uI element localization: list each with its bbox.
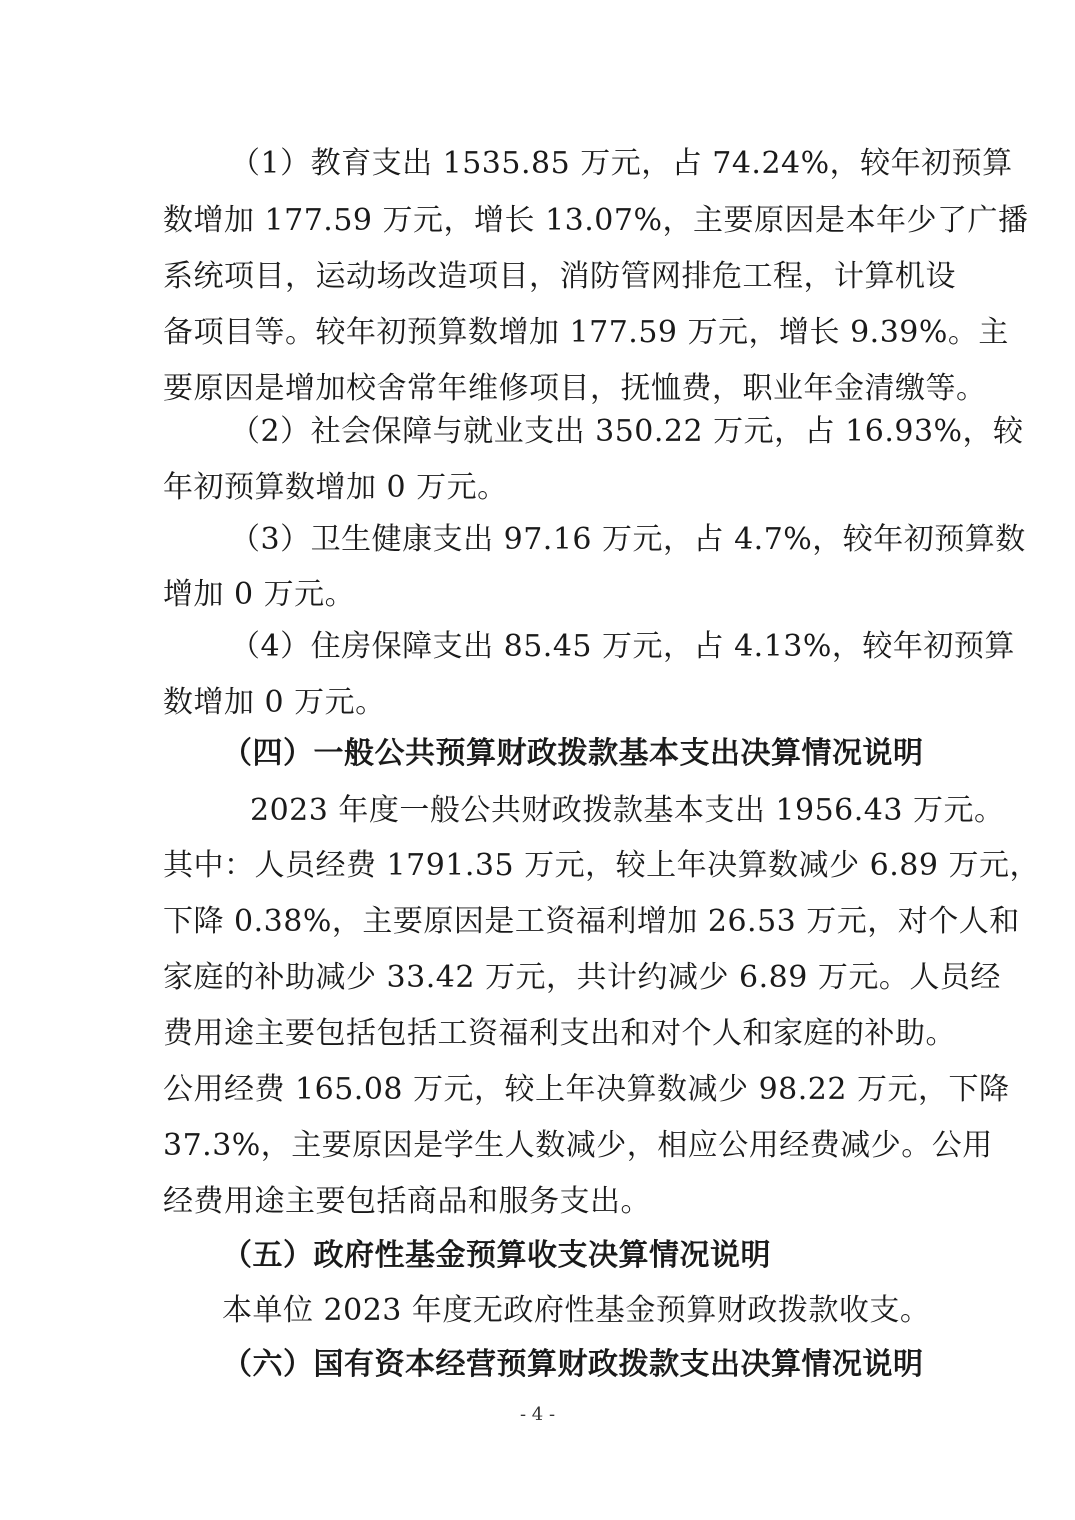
paragraph-line: 下降 0.38%，主要原因是工资福利增加 26.53 万元，对个人和 xyxy=(163,904,1020,939)
paragraph-line: 系统项目，运动场改造项目，消防管网排危工程，计算机设 xyxy=(163,259,956,294)
paragraph-line: （3）卫生健康支出 97.16 万元，占 4.7%，较年初预算数 xyxy=(230,522,1026,557)
paragraph-line: 家庭的补助减少 33.42 万元，共计约减少 6.89 万元。人员经 xyxy=(163,960,1001,995)
paragraph-line: （4）住房保障支出 85.45 万元，占 4.13%，较年初预算 xyxy=(230,629,1015,664)
paragraph-line: 其中：人员经费 1791.35 万元，较上年决算数减少 6.89 万元， xyxy=(163,848,1040,883)
paragraph-line: 年初预算数增加 0 万元。 xyxy=(163,470,508,505)
paragraph-line: 数增加 177.59 万元，增长 13.07%，主要原因是本年少了广播 xyxy=(163,203,1029,238)
paragraph-line: （2）社会保障与就业支出 350.22 万元，占 16.93%，较 xyxy=(230,414,1024,449)
section-heading-6: （六）国有资本经营预算财政拨款支出决算情况说明 xyxy=(222,1347,924,1382)
paragraph-line: 本单位 2023 年度无政府性基金预算财政拨款收支。 xyxy=(222,1293,931,1328)
paragraph-line: 公用经费 165.08 万元，较上年决算数减少 98.22 万元，下降 xyxy=(163,1072,1010,1107)
paragraph-line: 经费用途主要包括商品和服务支出。 xyxy=(163,1184,651,1219)
paragraph-line: 备项目等。较年初预算数增加 177.59 万元，增长 9.39%。主 xyxy=(163,315,1009,350)
section-heading-5: （五）政府性基金预算收支决算情况说明 xyxy=(222,1238,771,1273)
paragraph-line: 要原因是增加校舍常年维修项目，抚恤费，职业年金清缴等。 xyxy=(163,371,987,406)
paragraph-line: 数增加 0 万元。 xyxy=(163,685,386,720)
paragraph-line: 费用途主要包括包括工资福利支出和对个人和家庭的补助。 xyxy=(163,1016,956,1051)
paragraph-line: （1）教育支出 1535.85 万元，占 74.24%，较年初预算 xyxy=(230,146,1013,181)
page-number: - 4 - xyxy=(519,1404,556,1425)
section-heading-4: （四）一般公共预算财政拨款基本支出决算情况说明 xyxy=(222,736,924,771)
paragraph-line: 37.3%，主要原因是学生人数减少，相应公用经费减少。公用 xyxy=(163,1128,993,1163)
paragraph-line: 增加 0 万元。 xyxy=(163,577,356,612)
paragraph-line: 2023 年度一般公共财政拨款基本支出 1956.43 万元。 xyxy=(250,793,1005,828)
